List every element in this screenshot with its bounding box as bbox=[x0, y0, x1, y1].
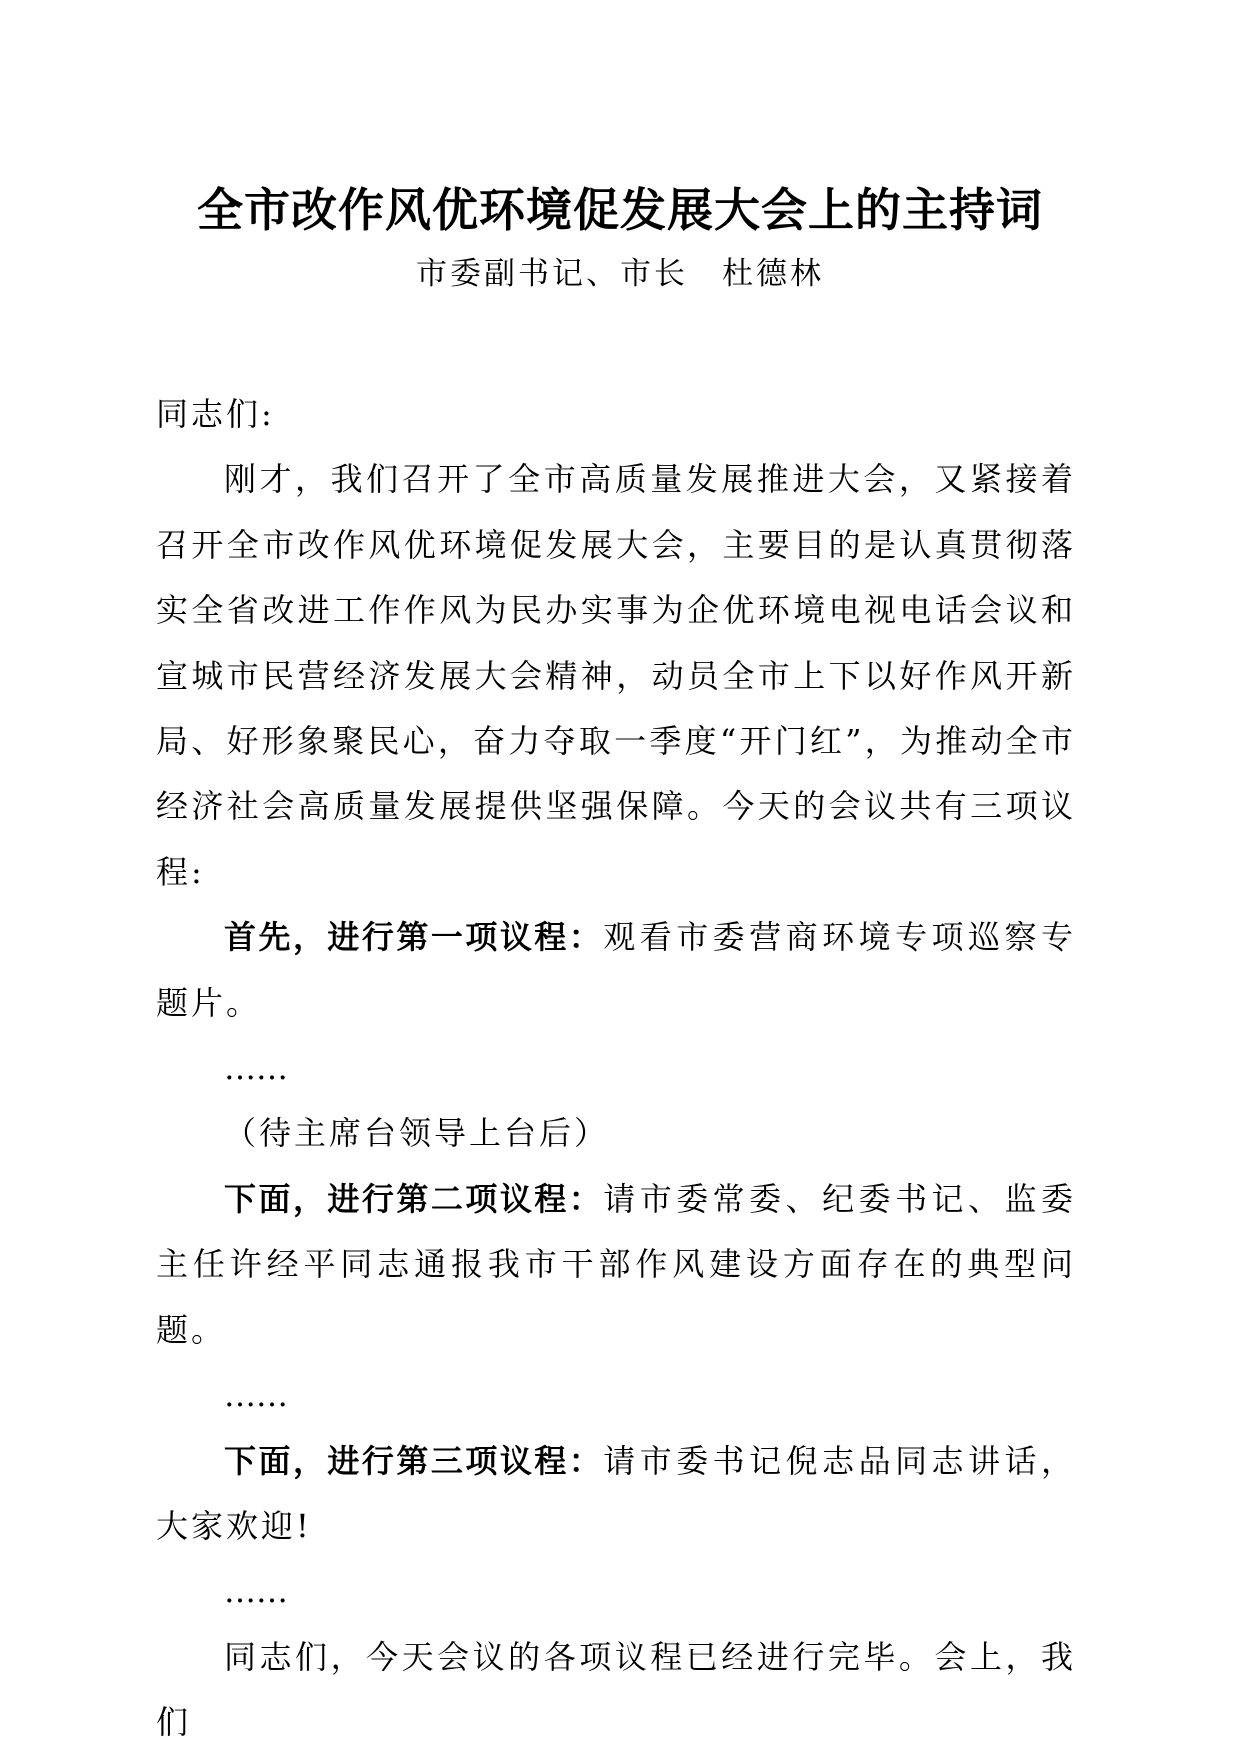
agenda-item-2-text: 请市委常委、纪委书记、监委主任许经平同志通报我市干部作风建设方面存在的典型问题。 bbox=[156, 1179, 1076, 1349]
agenda-item-2 bbox=[156, 1167, 1076, 1363]
ellipsis-2: …… bbox=[224, 1376, 288, 1415]
speaker-name: 杜德林 bbox=[722, 256, 824, 292]
agenda-item-2-lead: 下面，进行第二项议程： bbox=[224, 1179, 604, 1218]
ellipsis-1: …… bbox=[224, 1049, 288, 1088]
document-title: 全市改作风优环境促发展大会上的主持词 bbox=[197, 183, 1043, 237]
agenda-item-1-lead: 首先，进行第一项议程： bbox=[224, 918, 604, 957]
agenda-item-3-text: 请市委书记倪志品同志讲话，大家欢迎! bbox=[156, 1441, 1076, 1545]
speech-body bbox=[156, 382, 1076, 1756]
ellipsis-3: …… bbox=[224, 1572, 288, 1611]
agenda-item-1 bbox=[156, 905, 1076, 1036]
intro-paragraph: 刚才，我们召开了全市高质量发展推进大会，又紧接着召开全市改作风优环境促发展大会，主要目的是认真贯彻落实全省改进工作作风为民办实事为企优环境电视电话会议和宣城市民营经济发展大会精神，动员全市上下以好作风开新局、好形象聚民心，奋力夺取一季度“开门红”，为推动全市经济社会高质量发展提供坚强保障。今天的会议共有三项议程: bbox=[156, 460, 1076, 891]
agenda-item-3-lead: 下面，进行第三项议程： bbox=[224, 1441, 604, 1480]
speaker-position: 市委副书记、市长 bbox=[416, 256, 688, 292]
agenda-item-1-text: 观看市委营商环境专项巡察专题片。 bbox=[156, 918, 1076, 1022]
agenda-item-3 bbox=[156, 1429, 1076, 1560]
stage-note: （待主席台领导上台后） bbox=[224, 1114, 610, 1153]
speaker-byline bbox=[100, 252, 1140, 296]
closing-paragraph: 同志们，今天会议的各项议程已经进行完毕。会上，我们 bbox=[156, 1637, 1076, 1742]
salutation: 同志们: bbox=[156, 395, 275, 433]
